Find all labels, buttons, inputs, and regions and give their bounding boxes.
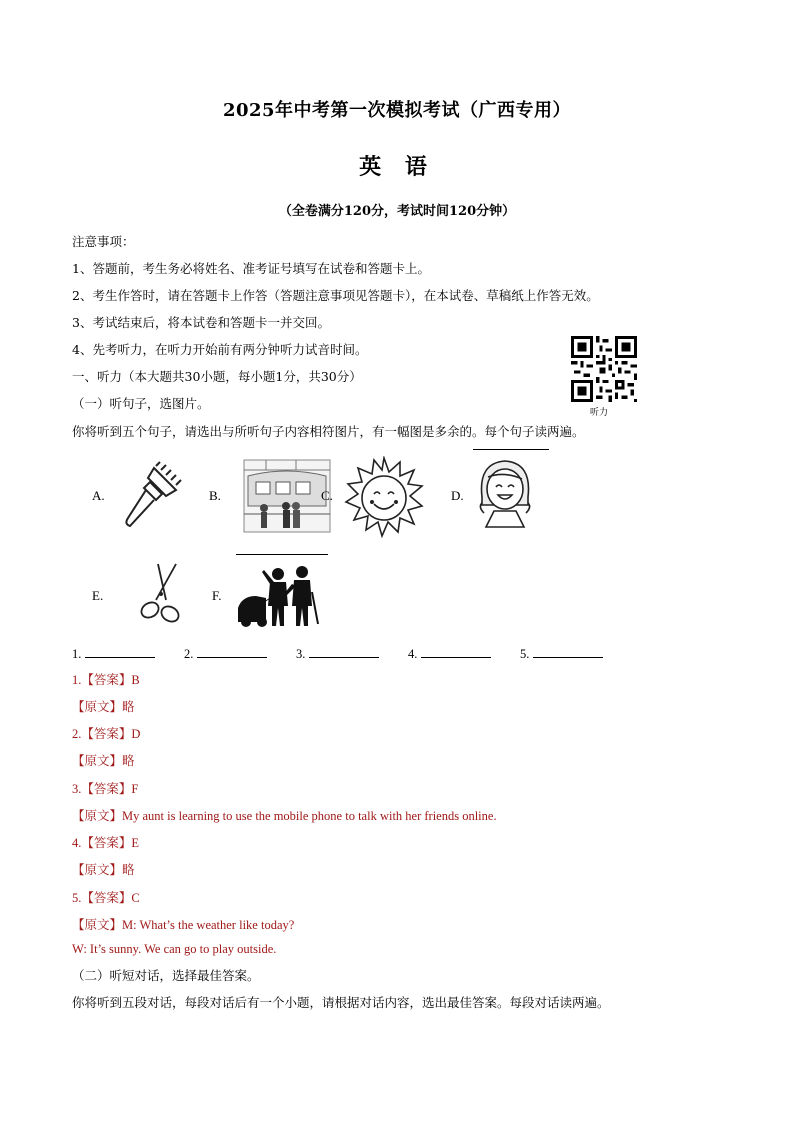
script-line: 【原文】略 bbox=[72, 700, 135, 714]
scissors-icon bbox=[132, 560, 188, 626]
people-with-phone-icon bbox=[236, 562, 322, 628]
answer-blank[interactable] bbox=[533, 645, 603, 658]
answer-line: 2.【答案】D bbox=[72, 727, 141, 741]
notice-item-2: 2、考生作答时，请在答题卡上作答（答题注意事项见答题卡），在本试卷、草稿纸上作答无效。 bbox=[72, 288, 599, 303]
answer-line: 3.【答案】F bbox=[72, 782, 139, 796]
part1-instruction: 你将听到五个句子，请选出与所听句子内容相符图片，有一幅图是多余的。每个句子读两遍。 bbox=[72, 424, 585, 439]
exam-title: 2025年中考第一次模拟考试（广西专用） bbox=[222, 100, 572, 121]
smiling-girl-icon bbox=[474, 455, 536, 531]
option-d-label: D. bbox=[451, 488, 464, 503]
subject-title: 英 语 bbox=[359, 154, 435, 180]
option-e-label: E. bbox=[92, 588, 104, 603]
answer-blank[interactable] bbox=[197, 645, 267, 658]
qr-code-icon bbox=[571, 336, 637, 402]
option-a-label: A. bbox=[92, 488, 105, 503]
script-line-continued: W: It’s sunny. We can go to play outside. bbox=[72, 942, 277, 956]
sun-icon bbox=[342, 456, 426, 540]
blank-number: 2. bbox=[184, 647, 194, 661]
part2-heading: （二）听短对话，选择最佳答案。 bbox=[72, 968, 260, 983]
notice-item-1: 1、答题前，考生务必将姓名、准考证号填写在试卷和答题卡上。 bbox=[72, 261, 430, 276]
script-line: 【原文】略 bbox=[72, 863, 135, 877]
option-b-label: B. bbox=[209, 488, 221, 503]
part1-heading: （一）听句子，选图片。 bbox=[72, 396, 210, 411]
script-line: 【原文】M: What’s the weather like today? bbox=[72, 918, 295, 932]
section1-heading: 一、听力（本大题共30小题，每小题1分，共30分） bbox=[72, 369, 362, 384]
qr-label: 听力 bbox=[590, 408, 609, 418]
decorative-line bbox=[236, 554, 328, 555]
answer-line: 4.【答案】E bbox=[72, 836, 140, 850]
notice-item-3: 3、考试结束后，将本试卷和答题卡一并交回。 bbox=[72, 315, 330, 330]
part2-instruction: 你将听到五段对话，每段对话后有一个小题，请根据对话内容，选出最佳答案。每段对话读两遍。 bbox=[72, 995, 610, 1010]
script-line: 【原文】略 bbox=[72, 754, 135, 768]
decorative-line bbox=[473, 449, 549, 450]
blank-number: 4. bbox=[408, 647, 418, 661]
script-line: 【原文】My aunt is learning to use the mobile phone to talk with her friends online. bbox=[72, 809, 497, 823]
option-f-label: F. bbox=[212, 588, 222, 603]
blank-number: 5. bbox=[520, 647, 530, 661]
answer-blanks-row bbox=[72, 645, 632, 663]
blank-number: 1. bbox=[72, 647, 82, 661]
notice-item-4: 4、先考听力，在听力开始前有两分钟听力试音时间。 bbox=[72, 342, 368, 357]
notice-heading: 注意事项： bbox=[72, 234, 135, 249]
answer-line: 5.【答案】C bbox=[72, 891, 140, 905]
blank-number: 3. bbox=[296, 647, 306, 661]
answer-blank[interactable] bbox=[421, 645, 491, 658]
paintbrush-icon bbox=[116, 460, 186, 530]
score-note: （全卷满分120分，考试时间120分钟） bbox=[278, 204, 516, 219]
option-c-label: C. bbox=[321, 488, 333, 503]
answer-blank[interactable] bbox=[85, 645, 155, 658]
answer-blank[interactable] bbox=[309, 645, 379, 658]
answer-line: 1.【答案】B bbox=[72, 673, 140, 687]
